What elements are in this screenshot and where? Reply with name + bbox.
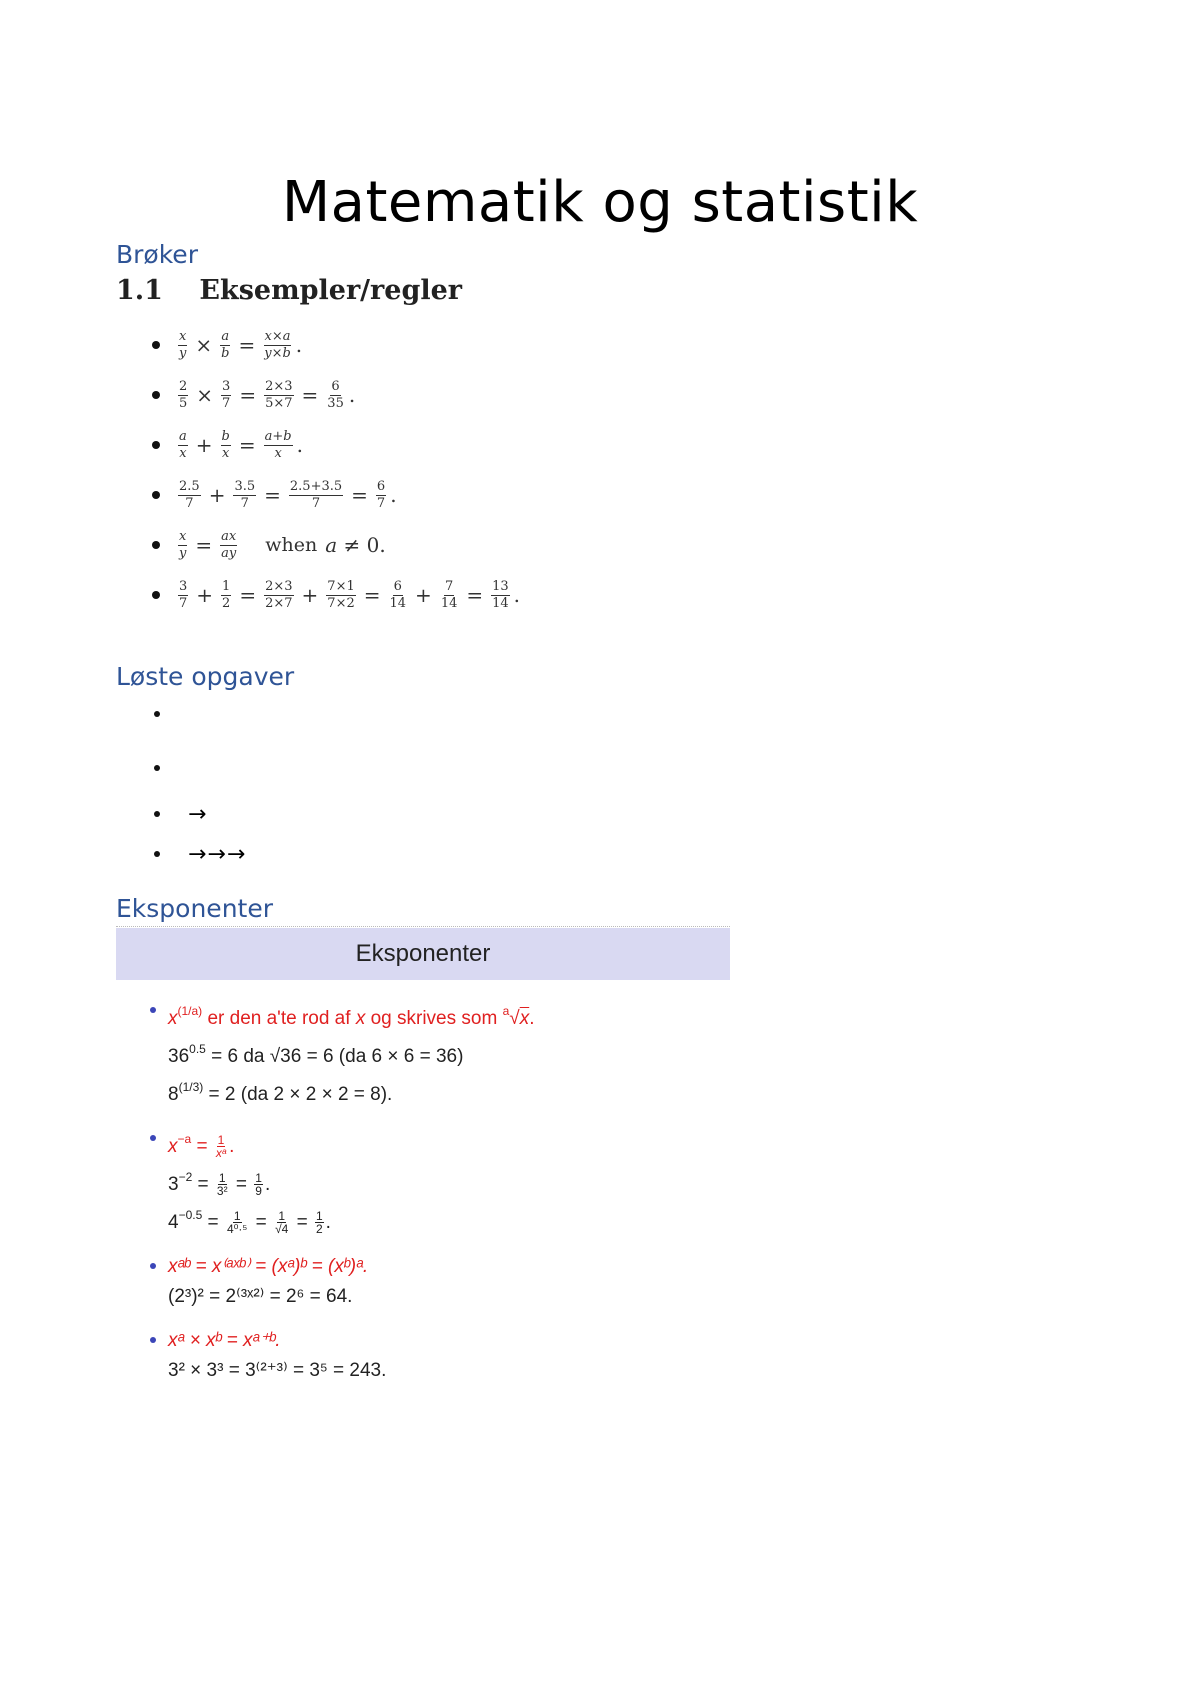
formula-item: [150, 370, 520, 420]
fraction: $\frac{a}{x}$: [179, 428, 187, 461]
bullet-icon: [152, 541, 160, 549]
fraction-rules-list: [150, 320, 520, 620]
solved-tasks-list: [150, 698, 246, 870]
bullet-icon: [152, 441, 160, 449]
bullet-icon: [150, 1007, 156, 1013]
formula-expression: $\frac{x}{y}$ × $\frac{a}{b}$ = $\frac{x\times a}{y\times b}$ .: [179, 328, 303, 361]
exponent-slide-image: [116, 928, 730, 1381]
fraction: $\frac{7}{14}$: [440, 578, 458, 611]
bullet-icon: [154, 711, 160, 717]
fraction: $\frac{2.5}{7}$: [179, 478, 200, 511]
rule-example: 3² × 3³ = 3⁽²⁺³⁾ = 3⁵ = 243.: [168, 1360, 387, 1381]
fraction: $\frac{b}{x}$: [221, 428, 230, 461]
bullet-icon: [152, 391, 160, 399]
fraction: $\frac{6}{7}$: [376, 478, 386, 511]
list-item: [150, 798, 246, 830]
fraction: $\frac{3}{7}$: [179, 578, 188, 611]
arrow-icon: →→→: [188, 841, 247, 867]
divider: [116, 926, 730, 928]
heading-loste-opgaver: Løste opgaver: [116, 662, 295, 691]
formula-item: [150, 320, 520, 370]
rule-statement: $x^{(1/a)}$ er den a'te rod af x og skrives som $^a$√x.: [168, 1004, 535, 1029]
formula-expression: $\frac{a}{x}$ + $\frac{b}{x}$ = $\frac{a+b}{x}$ .: [179, 428, 303, 461]
fraction: $\frac{1}{\text{xᵃ}}$: [215, 1132, 227, 1161]
fraction: $\frac{x\times a}{y\times b}$: [264, 328, 291, 361]
fraction: $\frac{2\times 3}{2\times 7}$: [265, 578, 293, 611]
fraction: $\frac{7\times 1}{7\times 2}$: [327, 578, 355, 611]
formula-expression: $\frac{2}{5}$ × $\frac{3}{7}$ = $\frac{2\times 3}{5\times 7}$ = $\frac{6}{35}$ .: [179, 378, 356, 411]
slide-header: Eksponenter: [116, 928, 730, 980]
rule-statement: xᵃᵇ = x⁽ᵃˣᵇ⁾ = (xᵃ)ᵇ = (xᵇ)ᵃ.: [168, 1256, 369, 1277]
rule-item: [150, 1326, 730, 1386]
bullet-icon: [154, 851, 160, 857]
fraction: $\frac{2}{5}$: [179, 378, 188, 411]
bullet-icon: [150, 1337, 156, 1343]
fraction: $\frac{a+b}{x}$: [264, 428, 292, 461]
bullet-icon: [150, 1263, 156, 1269]
fraction: $\frac{1}{2}$: [222, 578, 231, 611]
fraction: $\frac{2.5+3.5}{7}$: [289, 478, 343, 511]
bullet-icon: [154, 765, 160, 771]
formula-item: [150, 520, 520, 570]
rule-example: $8^{(1/3)} = 2$ (da 2 × 2 × 2 = 8).: [168, 1080, 393, 1105]
bullet-icon: [152, 341, 160, 349]
rule-statement: xᵃ × xᵇ = xᵃ⁺ᵇ.: [168, 1330, 281, 1351]
list-item: [150, 752, 246, 784]
section-number: 1.1: [116, 275, 163, 306]
page-title: Matematik og statistik: [281, 170, 919, 235]
heading-eksponenter: Eksponenter: [116, 894, 273, 923]
rule-example: $4^{-0.5}$ = $\frac{1}{\text{4⁰·⁵}}$ = $\frac{1}{√4}$ = $\frac{1}{2}$ .: [168, 1208, 331, 1237]
section-label: Eksempler/regler: [199, 275, 462, 306]
exponent-rules-list: [150, 996, 730, 1386]
bullet-icon: [152, 591, 160, 599]
rule-item: [150, 996, 730, 1110]
fraction: $\frac{1}{\text{3²}}$: [216, 1170, 228, 1199]
formula-item: [150, 470, 520, 520]
rule-statement: $x^{-a}$ = $\frac{1}{\text{xᵃ}}$ .: [168, 1132, 235, 1161]
rule-example: $3^{-2}$ = $\frac{1}{\text{3²}}$ = $\frac{1}{9}$ .: [168, 1170, 271, 1199]
fraction: $\frac{1}{√4}$: [275, 1208, 289, 1237]
arrow-icon: →: [188, 801, 208, 827]
formula-expression: $\frac{2.5}{7}$ + $\frac{3.5}{7}$ = $\frac{2.5+3.5}{7}$ = $\frac{6}{7}$ .: [179, 478, 397, 511]
fraction: $\frac{6}{35}$: [327, 378, 344, 411]
bullet-icon: [154, 811, 160, 817]
fraction: $\frac{13}{14}$: [492, 578, 509, 611]
rule-example: $36^{0.5} = 6$ da √36 = 6 (da 6 × 6 = 36): [168, 1042, 464, 1067]
list-item: [150, 698, 246, 730]
fraction: $\frac{3}{7}$: [222, 378, 231, 411]
root-icon: √: [509, 1008, 520, 1029]
fraction: $\frac{1}{2}$: [315, 1208, 323, 1237]
formula-item: [150, 420, 520, 470]
fraction: $\frac{1}{\text{4⁰·⁵}}$: [226, 1208, 248, 1237]
bullet-icon: [152, 491, 160, 499]
fraction: $\frac{a}{b}$: [221, 328, 230, 361]
rule-item: [150, 1252, 730, 1312]
formula-expression: $\frac{x}{y}$ = $\frac{ax}{ay}$ when a ≠ 0.: [179, 528, 386, 561]
fraction: $\frac{x}{y}$: [179, 528, 187, 561]
fraction: $\frac{x}{y}$: [179, 328, 187, 361]
section-heading-eksempler: [116, 275, 462, 306]
formula-expression: $\frac{3}{7}$ + $\frac{1}{2}$ = $\frac{2\times 3}{2\times 7}$ + $\frac{7\times 1}{7\times 2}$ = $\frac{6}{14}$ + $\frac{7}{14}$ = $\frac{13}{14}$ .: [179, 578, 521, 611]
fraction: $\frac{ax}{ay}$: [221, 528, 237, 561]
bullet-icon: [150, 1135, 156, 1141]
fraction: $\frac{1}{9}$: [255, 1170, 262, 1199]
fraction: $\frac{6}{14}$: [389, 578, 407, 611]
list-item: [150, 838, 246, 870]
fraction: $\frac{2\times 3}{5\times 7}$: [265, 378, 293, 411]
fraction: $\frac{3.5}{7}$: [234, 478, 256, 511]
heading-broker: Brøker: [116, 240, 198, 269]
formula-item: [150, 570, 520, 620]
rule-example: (2³)² = 2⁽³ˣ²⁾ = 2⁶ = 64.: [168, 1286, 353, 1307]
rule-item: [150, 1124, 730, 1238]
